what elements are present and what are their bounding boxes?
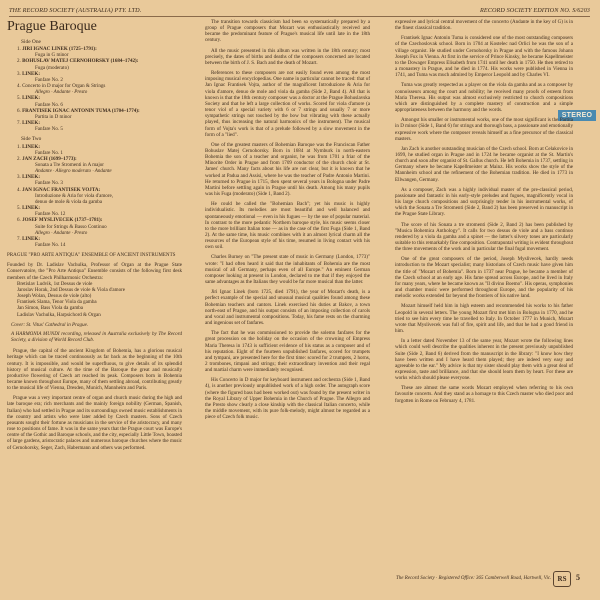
stereo-badge: STEREO [558,110,596,121]
body-paragraph: Tuma was greatly respected as a player on the viola da gamba and as a composer by connoisseurs among the court and nobility; he received many proofs of esteem from Maria Theresa. His output was almost exclusively restricted to church compositions which are distinguished by a complete mastery of construction and a simple appropriateness between the harmony and the words. [395,82,573,114]
column-1 [7,19,182,455]
record-society-logo-icon: RS [553,571,571,587]
track-2-5: 5. LINEK: [17,205,41,212]
footer-address: The Record Society · Registered Office: 365 Camberwell Road, Hartwell, Vic. [396,576,552,581]
body-paragraph: Prague, the capital of the ancient Kingdom of Bohemia, has a glorious musical heritage which can be traced continuously as far back as the beginning of the 10th century. It is impossible, and would be superfluous, to give details of its splendid history of musical culture. At the time of the Baroque the great and musically productive flowering of Czech art reached its peak. Composers born in Bohemia became known throughout Europe, many of them settling abroad, contributing greatly to the musical life of Vienna, Dresden, Munich, Mannheim and Paris. [7,348,182,392]
body-paragraph: Jiri Ignac Linek (born 1725, died 1791), the year of Mozart's death, is a perfect example of the special and unusual musical qualities found among these Bohemian teachers and cantors. Linek exercised his duties at Bakov, a town north-east of Prague, and his output consists of an imposing collection of carols and vocal and instrumental compositions. Today, his fame rests on the charming and ingenious set of fanfares. [205,289,370,327]
performer: Frantisek Slama, Tenor Viola da gamba [17,299,97,306]
body-paragraph: One of the great composers of the period, Joseph Myslivecek, hardly needs introduction to the Mozart specialist; many historians of Czech music have given him the title of "Mozart of Bohemia". Born in 1737 near Prague, he became a member of the Czech school at an early age. His fame spread across Europe, and he lived in Italy for many years, where he became known as "Il divino Boemo". His operas, symphonies and chamber music were performed throughout Europe, and the popularity of his melodic works extended far beyond the frontiers of his native land. [395,256,573,300]
body-paragraph: He could be called the "Bohemian Bach"; yet his music is highly individualistic. Its melodies are most beautiful and well balanced and spontaneously emotional — even in his fugues — by the use of popular material. In contrast to the more pedantic Northern baroque style, his music seems closer to the more brilliant Italian tone — as in the case of the first Fuga (Side 1, Band 2). At the same time, his music combines with it an almost lyrical charm all the resources of the European style of his time, resumed in living contact with his own soil. [205,201,370,251]
header-rule [9,16,590,17]
side-two-tracklist: 1. LINEK: Fanfare No. 1 2. JAN ZACH (1699–1773): Sonata a Tre Stromenti in A major Andante · Allegro moderato · Andante 3. LINEK: Fanfare No. 3 4. JAN IGNAC FRANTISEK VOJTA: Introduzione & Aria for viola d'amore, denuo de mole & viola da gamba 5. LINEK: Fanfare No. 12 6. JOSEF MYSLIVECEK (1737–1781): Suite for Strings & Basso Continuo Allegro · Andante · Presto 7. LINEK: Fanfare No. 14 [7,144,182,249]
performers-list [7,281,182,318]
side-one-label: Side One [21,39,41,45]
track-1-5: 5. LINEK: [17,95,41,102]
footer-number: 5 [576,573,580,582]
body-paragraph: Charles Burney on "The present state of music in Germany (London, 1773)" wrote: "I had often heard it said that the inhabitants of Bohemia are the most musical of all Germany, perhaps even of all Europe." An eminent German composer looking at present in London, declared to me that if they enjoyed the same advantages as the Italians they would be far more musical than the latter. [205,254,370,286]
track-1-2: 2. BOHUSLAV MATEJ CERNOHORSKY (1684–1742): [17,58,139,65]
body-paragraph: expressive and lyrical central movement of the concerto (Andante in the key of G) is in the finest classical tradition. [395,19,573,32]
track-2-7: 7. LINEK: [17,235,41,242]
body-paragraph: These are almost the same words Mozart employed when referring to his own favourite concerts. And they stand as a homage to this Czech master who died poor and forgotten in Rome on February 4, 1781. [395,385,573,404]
performers-intro: Founded by Dr. Ladislav Vachulka, Professor of Organ at the Prague State Conservatoire, the "Pro Arte Antiqua" Ensemble consists of the following first desk members of the Czech Philharmonic Orchestra: [7,262,182,281]
track-1-7: 7. LINEK: [17,120,41,127]
track-2-3: 3. LINEK: [17,174,41,181]
body-paragraph: The score of his Sonata a tre stromenti (Side 2, Band 2) has been published by "Musica Bohemica Anthology". It calls for two dessus de viole and a bass continuo rendered by a viola da gamba and a spinet — the latter's silvery tones are particularly suitable to this remarkably fine composition. Contrapuntal writing is evident throughout the three movements of the work and in particular the final fugal movement. [395,221,573,253]
cover-credit: Cover: St. Vitus' Cathedral in Prague. [11,321,89,328]
body-paragraph: The transition towards classicism had been so systematically prepared by a group of Prague composers that Mozart was enthusiastically received and became the predominant feature of Prague's musical life until late in the 18th century. [205,19,370,44]
track-2-6: 6. JOSEF MYSLIVECEK (1737–1781): [17,217,103,224]
body-paragraph: Mozart himself held him in high esteem and recommended his works to his father Leopold in several letters. The young Mozart first met him in Bologna in 1770, and he tried to see him every time he travelled to Italy. In October 1777 in Munich, Mozart wrote that Myslivecek was full of fire, spirit and life, and that he had a good friend in him. [395,303,573,335]
body-paragraph: One of the greatest masters of Bohemian Baroque was the Franciscan Father Bohuslav Matej Cernohorsky. Born in 1684 at Nymburk in north-eastern Bohemia the son of a teacher and organist, he was from 1701 a friar of the Minorite Order in Prague and from 1709 conductor of the church choir at St. James' church. Many facts about his life are not clear, but it is known that he worked at Padua and Assisi, where he was the teacher of Padre Antonio Martini. He returned to Prague in 1715, then spent several years in Bologna under Padre Martini before settling again in Prague until his death. Among his many pupils was his Fuga (moderato) (Side 1, Band 2). [205,141,370,198]
body-paragraph: Frantisek Ignac Antonin Tuma is considered one of the most outstanding composers of the Czechoslovak school. Born in 1704 at Kostelec nad Orlici he was the son of a village organist. He studied under Cernohorsky in Prague and with the famous Johann Joseph Fux in Vienna. At first in the service of Prince Kinsky, he became Kapellmeister to the Dowager Empress Elisabeth from 1741 until her death in 1750. He then retired to a monastery in Prague, and he died in 1774. His works were published in Vienna in 1741, and Tuma was much admired by Emperor Leopold and by Charles VI. [395,35,573,79]
column-2 [205,19,370,424]
edition-number-header: RECORD SOCIETY EDITION NO. S/6203 [479,7,590,14]
body-paragraph: Prague was a very important centre of organ and church music during the high and late baroque era; rich merchants and the mainly foreign nobility (German, Spanish, Italian) who had settled in Prague and its surroundings owned music establishments in the country and artists who were later added by Czech masters. Sons of Czech peasants sought their fortune as musicians in the service of the aristocracy, and many rose to positions of fame. It was in the same years that the Prague court was Europe's centre of the Gothic and Baroque schools, and the city, especially Little Town, boasted of large gardens, aristocratic palaces and numerous baroque churches where the music of Cernohorsky, Seger, Zach, Habermann and others was performed. [7,395,182,451]
side-one-tracklist: 1. JIRI IGNAC LINEK (1725–1791): Fuga in G minor 2. BOHUSLAV MATEJ CERNOHORSKY (1684–1742): Fuga (moderato) 3. LINEK: Fanfare No. 2 4. Concerto in D major for Organ & Strings Allegro · Andante · Presto 5. LINEK: Fanfare No. 6 6. FRANTISEK IGNAC ANTONIN TUMA (1704–1774): Partita in D minor 7. LINEK: Fanfare No. 5 [7,46,182,132]
track-1-6: 6. FRANTISEK IGNAC ANTONIN TUMA (1704–1774): [17,107,140,114]
performer: Jan Simon, Bass Viola da gamba [17,305,84,312]
body-paragraph: All the music presented in this album was written in the 18th century; most precisely, the dates of births and deaths of the composers concerned are located between the birth of J. S. Bach and the death of Mozart. [205,47,370,66]
body-paragraph: Jan Zach is another outstanding musician of the Czech school. Born at Celakovice in 1699, he studied organ in Prague and in 1724 he became organist at the St. Martin's church and soon after organist of St. Gallus church. He left Bohemia in 1737, settling in Germany where he became Kapellmeister at Mainz. His works show the style of the Mannheim school and the refinement of the Bohemian tradition. He died in 1773 in Ellwangen, Germany. [395,145,573,183]
track-2-4: 4. JAN IGNAC FRANTISEK VOJTA: [17,186,101,193]
performer: Ladislav Vachulka, Harpsichord & Organ [17,311,101,318]
performer: Joseph Wolan, Dessus de viole (alto) [17,293,92,300]
track-2-1: 1. LINEK: [17,143,41,150]
column-3 [395,19,573,408]
track-1-3: 3. LINEK: [17,70,41,77]
body-paragraph: References to these composers are not easily found even among the most imposing musical encyclopedias. One name in particular cannot be traced: that of Jan Ignac Frantisek Vojta, author of the magnificent Introduzione & Aria for viola d'amore, denuo de mole and viola da gamba (Side 2, Band 4). All that is known is that the 18th century composer was a doctor at the Prague Bohuslavska Society and that he left a large collection of works. Scored for viola d'amore (a tenor viol of a special variety with 6 or 7 strings and usually 7 or more sympathetic strings not touched by the bow but vibrating with these actually played, thus increasing the natural harmonics of the instrument). The musical form of Vojta's work is that of a prelude followed by a slow movement in the form of a "lied". [205,70,370,138]
track-1-1: 1. JIRI IGNAC LINEK (1725–1791): [17,46,97,53]
track-2-2: 2. JAN ZACH (1699–1773): [17,155,77,162]
side-two-label: Side Two [21,136,42,143]
body-paragraph: Amongst his smaller or instrumental works, one of the most significant is the Partita in D minor (Side 1, Band 6) for strings and thorough bass, a passionate and emotionally expressive work where the composer reveals himself as a fine precursor of the classical masters. [395,117,573,142]
track-1-4: 4. Concerto in D major for Organ & Strings [17,83,106,90]
ensemble-name: PRAGUE "PRO ARTE ANTIQUA" ENSEMBLE OF ANCIENT INSTRUMENTS [7,252,176,259]
body-paragraph: In a letter dated November 13 of the same year, Mozart wrote the following lines which could well describe the qualities inherent in the present previously unpublished Suite (Side 2, Band 6) derived from the manuscript in the library: "I know how they have been written and I have heard them played; they are indeed very easy and agreeable to the ear." My advice is that my sister should play them with a great deal of expression, taste and brilliance, and that she should learn them by heart. For these are works which should please everyone. [395,338,573,382]
performer: Bretislav Ludvik, 1st Dessus de viole [17,280,93,287]
body-paragraph: The fact that he was commissioned to provide the solemn fanfares for the great procession on the holiday on the occasion of the crowning of Empress Maria Theresa in 1743 is sufficient evidence of his status as a composer and of his reputation. Eight of the fourteen unpublished fanfares, scored for trumpets and tympani, are presented here for the first time: scored for 2 trumpets, 2 horns, 2 trombones, timpani and strings; their extraordinary invention and their regal and martial charm were immediately recognised. [205,330,370,374]
album-title: Prague Baroque [7,19,97,34]
publisher-header: THE RECORD SOCIETY (AUSTRALIA) PTY. LTD. [9,7,142,14]
body-paragraph: His Concerto in D major for keyboard instrument and orchestra (Side 1, Band 4), is another previously unpublished work of a high order. The autograph score (where the figured bass had been worked out) was found by the present writer in the Royal Library of Upper Bohemia in the Church of Prague. The Allegro and the Presto show clearly a close kinship with the classical Italian concerto, while the middle movement, with its pure folk-melody, might almost be regarded as a piece of Czech folk music. [205,377,370,421]
recording-note: A HARMONIA MUNDI recording, released in Australia exclusively by The Record Society, a division of World Record Club. [11,330,182,344]
body-paragraph: As a composer, Zach was a highly individual master of the pre-classical period, passionate and fantastic in his early-style preludes and fugues, magnificently vocal in his large church compositions and surprisingly tender in his instrumental works, of which the Sonata a Tre Stromenti (Side 2, Band 2) has been preserved in manuscript in the Prague State Library. [395,186,573,218]
performer: Jaroslav Horak, 2nd Dessus de viole & Viola d'amore [17,286,126,293]
